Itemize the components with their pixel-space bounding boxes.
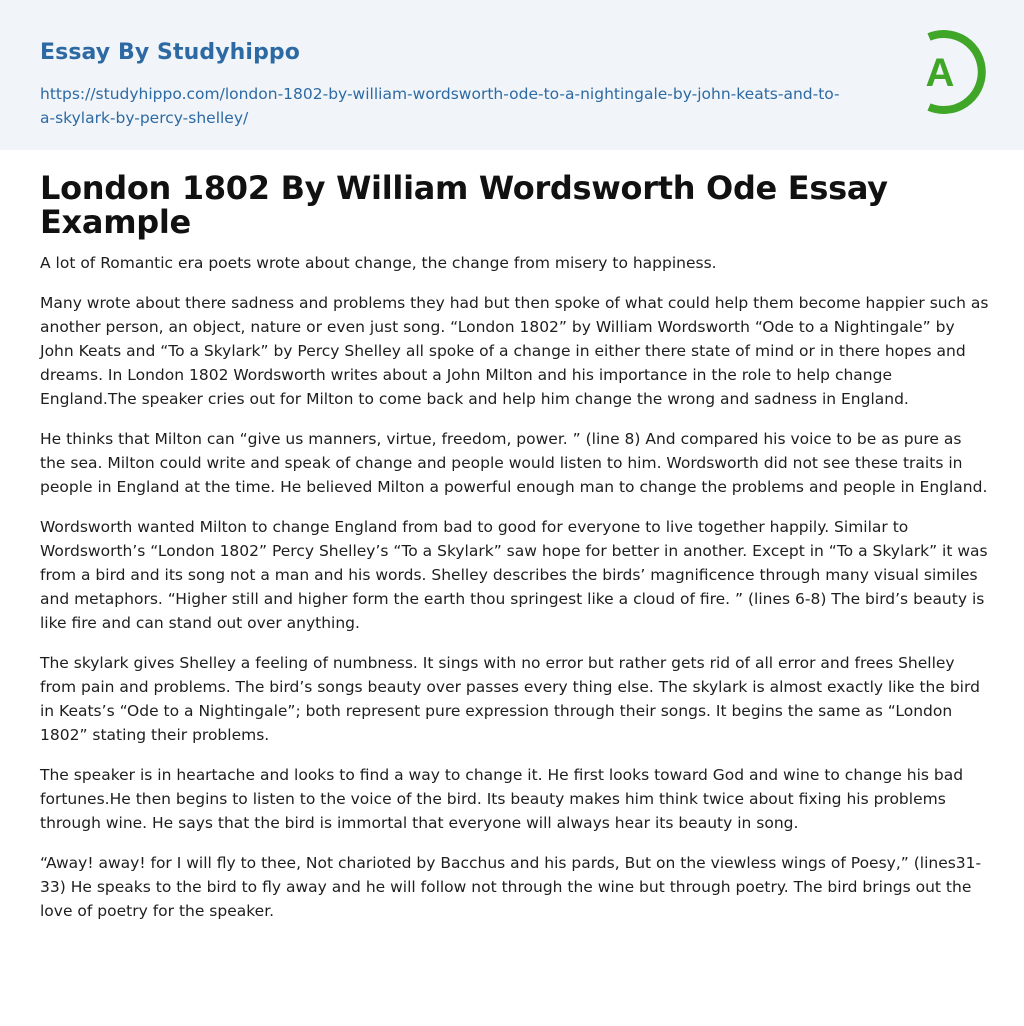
article-paragraph: Many wrote about there sadness and problems they had but then spoke of what could help them become happier such as another person, an object, nature or even just song. “London 1802” by William Wordsworth “Ode to a Nightingale” by John Keats and “To a Skylark” by Percy Shelley all spoke of a change in either there state of mind or in there hopes and dreams. In London 1802 Wordsworth writes about a John Milton and his importance in the role to help change England.The speaker cries out for Milton to come back and help him change the wrong and sadness in England.	[40, 294, 989, 408]
article-title: London 1802 By William Wordsworth Ode Essay Example	[40, 169, 888, 241]
article	[40, 171, 990, 939]
page-header	[0, 0, 1024, 150]
source-url-link[interactable]: https://studyhippo.com/london-1802-by-william-wordsworth-ode-to-a-nightingale-by-john-keats-and-to-a-skylark-by-percy-shelley/	[40, 85, 840, 127]
site-brand: Essay By Studyhippo	[40, 40, 300, 65]
article-paragraph: A lot of Romantic era poets wrote about change, the change from misery to happiness.	[40, 254, 717, 272]
article-paragraph: The skylark gives Shelley a feeling of numbness. It sings with no error but rather gets rid of all error and frees Shelley from pain and problems. The bird’s songs beauty over passes every thing else. The skylark is almost exactly like the bird in Keats’s “Ode to a Nightingale”; both represent pure expression through their songs. It begins the same as “London 1802” stating their problems.	[40, 654, 980, 744]
logo-letter: A	[925, 51, 955, 95]
article-paragraph: Wordsworth wanted Milton to change England from bad to good for everyone to live together happily. Similar to Wordsworth’s “London 1802” Percy Shelley’s “To a Skylark” saw hope for better in another. Except in “To a Skylark” it was from a bird and its song not a man and his words. Shelley describes the birds’ magnificence through many visual similes and metaphors. “Higher still and higher form the earth thou springest like a cloud of fire. ” (lines 6-8) The bird’s beauty is like fire and can stand out over anything.	[40, 518, 988, 632]
article-paragraph: The speaker is in heartache and looks to find a way to change it. He first looks toward God and wine to change his bad fortunes.He then begins to listen to the voice of the bird. Its beauty makes him think twice about fixing his problems through wine. He says that the bird is immortal that everyone will always hear its beauty in song.	[40, 766, 964, 832]
article-paragraph: “Away! away! for I will fly to thee, Not charioted by Bacchus and his pards, But on the viewless wings of Poesy,” (lines31-33) He speaks to the bird to fly away and he will follow not through the wine but through poetry. The bird brings out the love of poetry for the speaker.	[40, 854, 982, 920]
article-paragraph: He thinks that Milton can “give us manners, virtue, freedom, power. ” (line 8) And compared his voice to be as pure as the sea. Milton could write and speak of change and people would listen to him. Wordsworth did not see these traits in people in England at the time. He believed Milton a powerful enough man to change the problems and people in England.	[40, 430, 988, 496]
logo-a-circle-icon	[906, 28, 990, 116]
